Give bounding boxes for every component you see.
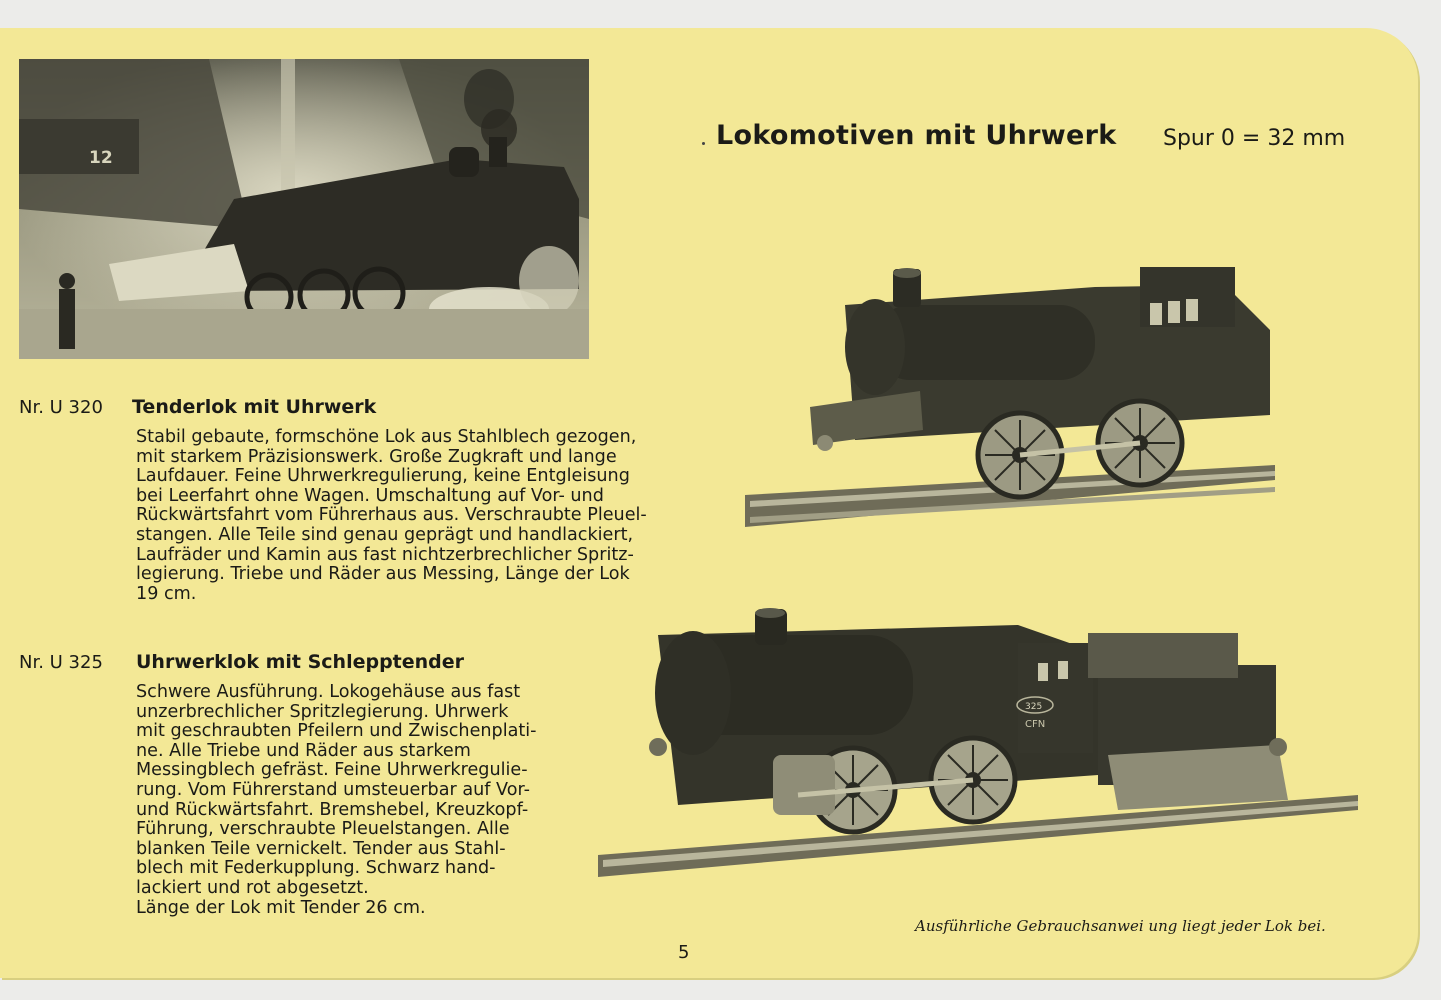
locomotive-mark: CFN bbox=[1025, 719, 1046, 730]
description-line: ne. Alle Triebe und Räder aus starkem bbox=[136, 740, 471, 761]
item-description-u320 bbox=[136, 428, 647, 604]
description-line: blanken Teile vernickelt. Tender aus Stahl- bbox=[136, 838, 506, 859]
description-line: mit geschraubten Pfeilern und Zwischenplati- bbox=[136, 721, 537, 742]
tender-locomotive-image bbox=[598, 605, 1358, 889]
locomotive-number-plate: 325 bbox=[1025, 702, 1043, 712]
description-line: Führung, verschraubte Pleuelstangen. Alle bbox=[136, 819, 510, 840]
description-line: 19 cm. bbox=[136, 583, 197, 604]
description-line: Schwere Ausführung. Lokogehäuse aus fast bbox=[136, 682, 521, 702]
description-line: bei Leerfahrt ohne Wagen. Umschaltung auf Vor- und bbox=[136, 485, 604, 506]
description-line: Stabil gebaute, formschöne Lok aus Stahlblech gezogen, bbox=[136, 427, 637, 447]
page-title: Lokomotiven mit Uhrwerk bbox=[716, 120, 1117, 151]
description-line: Rückwärtsfahrt vom Führerhaus aus. Verschraubte Pleuel- bbox=[136, 505, 647, 526]
description-line: legierung. Triebe und Räder aus Messing, Länge der Lok bbox=[136, 564, 630, 585]
tank-locomotive-image bbox=[745, 265, 1285, 549]
decorative-dot bbox=[702, 142, 705, 145]
locomotive-station-photo bbox=[19, 59, 589, 359]
description-line: Länge der Lok mit Tender 26 cm. bbox=[136, 897, 426, 918]
item-number-u320: Nr. U 320 bbox=[19, 397, 103, 418]
description-line: Laufdauer. Feine Uhrwerkregulierung, keine Entgleisung bbox=[136, 466, 630, 487]
description-line: Messingblech gefräst. Feine Uhrwerkregulie- bbox=[136, 760, 528, 781]
description-line: lackiert und rot abgesetzt. bbox=[136, 877, 369, 898]
page-number: 5 bbox=[678, 942, 690, 963]
description-line: rung. Vom Führerstand umsteuerbar auf Vor- bbox=[136, 779, 530, 800]
description-line: stangen. Alle Teile sind genau geprägt und handlackiert, bbox=[136, 524, 634, 545]
item-description-u325 bbox=[136, 683, 537, 918]
item-title-u325: Uhrwerklok mit Schlepptender bbox=[136, 651, 465, 673]
manual-note: Ausführliche Gebrauchsanwei ung liegt jeder Lok bei. bbox=[915, 917, 1326, 935]
description-line: mit starkem Präzisionswerk. Große Zugkraft und lange bbox=[136, 446, 617, 467]
description-line: blech mit Federkupplung. Schwarz hand- bbox=[136, 858, 496, 879]
description-line: unzerbrechlicher Spritzlegierung. Uhrwerk bbox=[136, 701, 509, 722]
description-line: und Rückwärtsfahrt. Bremshebel, Kreuzkopf- bbox=[136, 799, 529, 820]
description-line: Laufräder und Kamin aus fast nichtzerbrechlicher Spritz- bbox=[136, 544, 634, 565]
item-number-u325: Nr. U 325 bbox=[19, 652, 103, 673]
boiler-number: 12 bbox=[89, 148, 113, 168]
gauge-label: Spur 0 = 32 mm bbox=[1163, 126, 1346, 151]
item-title-u320: Tenderlok mit Uhrwerk bbox=[132, 396, 377, 418]
